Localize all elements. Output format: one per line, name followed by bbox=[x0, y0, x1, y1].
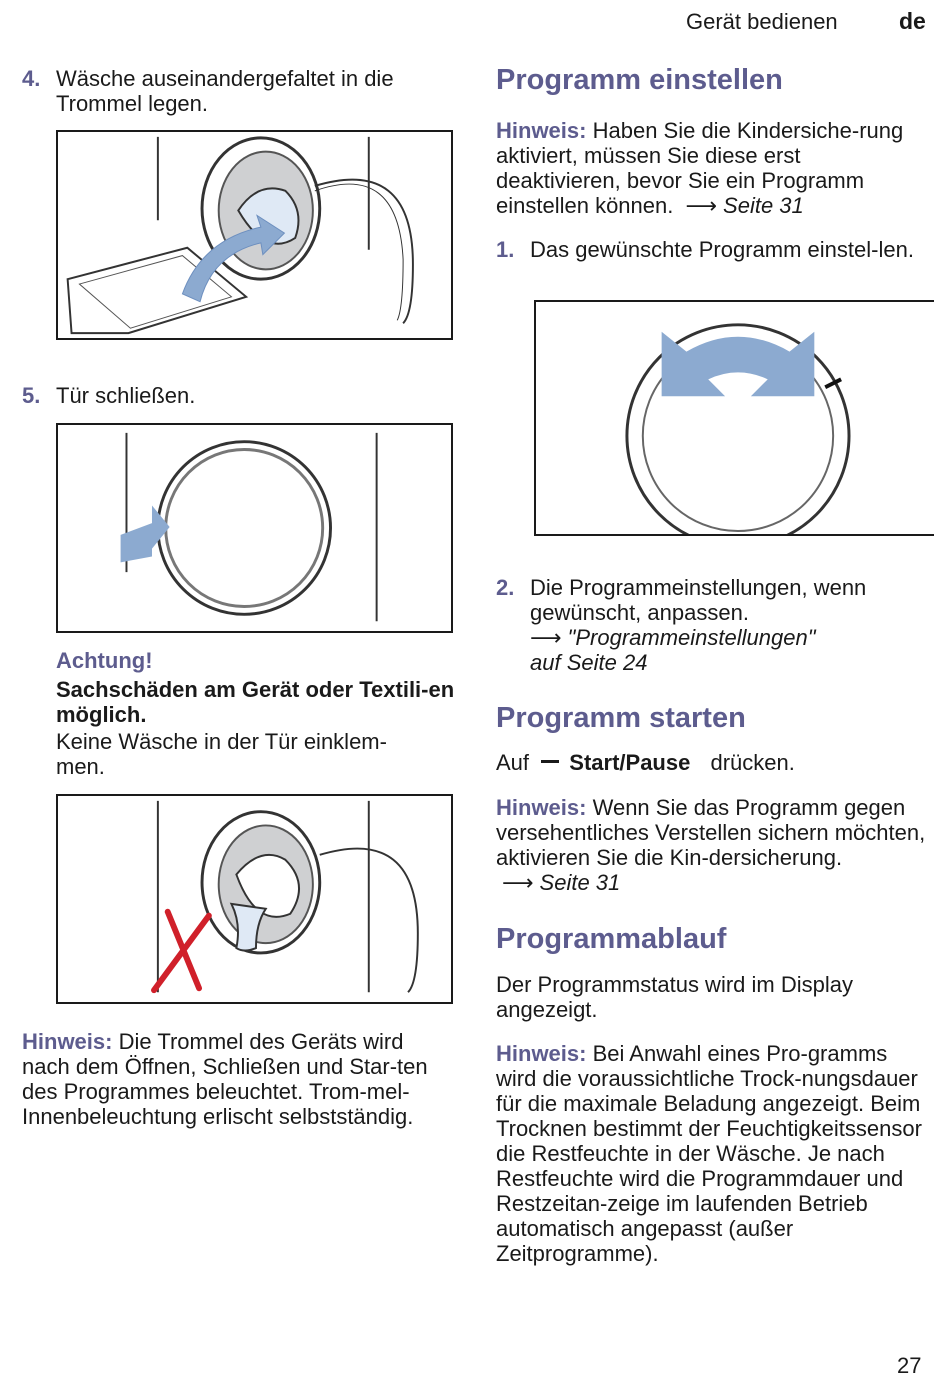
note-text: Die Trommel des Geräts wird nach dem Öffnen, Schließen und Star-ten des Programmes beleuchtet. Trom-mel-Innenbeleuchtung erlischt selbstständig. bbox=[22, 1029, 428, 1129]
note-text: Bei Anwahl eines Pro-gramms wird die voraussichtliche Trock-nungsdauer für die maximale Beladung angezeigt. Beim Trocknen bestimmt der Feuchtigkeitssensor die Restfeuchte in der Wäsche. Je nach Restfeuchte wird die Programmdauer und Restzeitan-zeige im laufenden Betrieb automatisch angepasst (außer Zeitprogramme). bbox=[496, 1041, 922, 1266]
page-ref-link[interactable]: Seite 31 bbox=[723, 193, 804, 218]
note-accidental-change bbox=[496, 795, 928, 895]
heading-programmablauf: Programmablauf bbox=[496, 923, 727, 955]
note-label: Hinweis: bbox=[496, 1041, 587, 1066]
step-ref bbox=[530, 625, 920, 650]
step-text: Tür schließen. bbox=[56, 383, 196, 408]
figure-program-dial bbox=[534, 300, 934, 536]
figure-load-drum bbox=[56, 130, 453, 340]
step-body bbox=[530, 575, 920, 675]
warning-box bbox=[56, 648, 456, 779]
start-pause-button-label: Start/Pause bbox=[569, 750, 691, 775]
note-drying-duration bbox=[496, 1041, 932, 1266]
arrow-right-icon: ⟶ bbox=[530, 625, 562, 650]
button-dash-icon bbox=[541, 760, 559, 763]
note-label: Hinweis: bbox=[496, 118, 587, 143]
arrow-right-icon: ⟶ bbox=[685, 193, 718, 218]
page-ref-link-2[interactable]: auf Seite 24 bbox=[530, 650, 648, 675]
programmablauf-text: Der Programmstatus wird im Display angezeigt. bbox=[496, 972, 853, 1022]
start-instruction bbox=[496, 750, 916, 775]
door-close-icon bbox=[58, 425, 451, 631]
header-section: Gerät bedienen bbox=[686, 9, 838, 34]
heading-programm-einstellen: Programm einstellen bbox=[496, 64, 783, 96]
step-text: Wäsche auseinandergefaltet in die Trommel legen. bbox=[56, 66, 394, 116]
step-number: 2. bbox=[496, 575, 515, 600]
warning-text: Keine Wäsche in der Tür einklem-men. bbox=[56, 729, 387, 779]
note-text: Haben Sie die Kindersiche-rung aktiviert, müssen Sie diese erst deaktivieren, bevor Sie ein Programm einstellen können. bbox=[496, 118, 904, 218]
laundry-basket-drum-icon bbox=[58, 132, 451, 338]
heading-programm-starten: Programm starten bbox=[496, 702, 746, 734]
program-dial-icon bbox=[536, 302, 934, 534]
note-label: Hinweis: bbox=[496, 795, 587, 820]
step-1 bbox=[496, 237, 926, 262]
page-ref-link[interactable]: "Programmeinstellungen" bbox=[567, 625, 816, 650]
step-number: 1. bbox=[496, 237, 515, 262]
step-number: 4. bbox=[22, 66, 41, 91]
step-text: Das gewünschte Programm einstel-len. bbox=[530, 237, 914, 262]
figure-close-door bbox=[56, 423, 453, 633]
arrow-right-icon: ⟶ bbox=[502, 870, 534, 895]
page-ref-link[interactable]: Seite 31 bbox=[539, 870, 621, 895]
instruction-pre: Auf bbox=[496, 750, 530, 775]
step-text: Die Programmeinstellungen, wenn gewünscht, anpassen. bbox=[530, 575, 867, 625]
note-text: Wenn Sie das Programm gegen versehentliches Verstellen sichern möchten, aktivieren Sie die Kin-dersicherung. bbox=[496, 795, 926, 870]
note-label: Hinweis: bbox=[22, 1029, 113, 1054]
instruction-post: drücken. bbox=[710, 750, 795, 775]
step-number: 5. bbox=[22, 383, 41, 408]
figure-wrong-loading bbox=[56, 794, 453, 1004]
left-note bbox=[22, 1029, 450, 1129]
step-4 bbox=[22, 66, 442, 116]
header-lang: de bbox=[899, 8, 926, 34]
warning-title: Achtung! bbox=[56, 648, 153, 673]
note-child-lock bbox=[496, 118, 906, 218]
step-5 bbox=[22, 383, 442, 408]
page-number: 27 bbox=[897, 1353, 922, 1378]
warning-subtitle: Sachschäden am Gerät oder Textili-en möglich. bbox=[56, 677, 455, 727]
step-2 bbox=[496, 575, 926, 675]
laundry-caught-door-icon bbox=[58, 796, 451, 1002]
